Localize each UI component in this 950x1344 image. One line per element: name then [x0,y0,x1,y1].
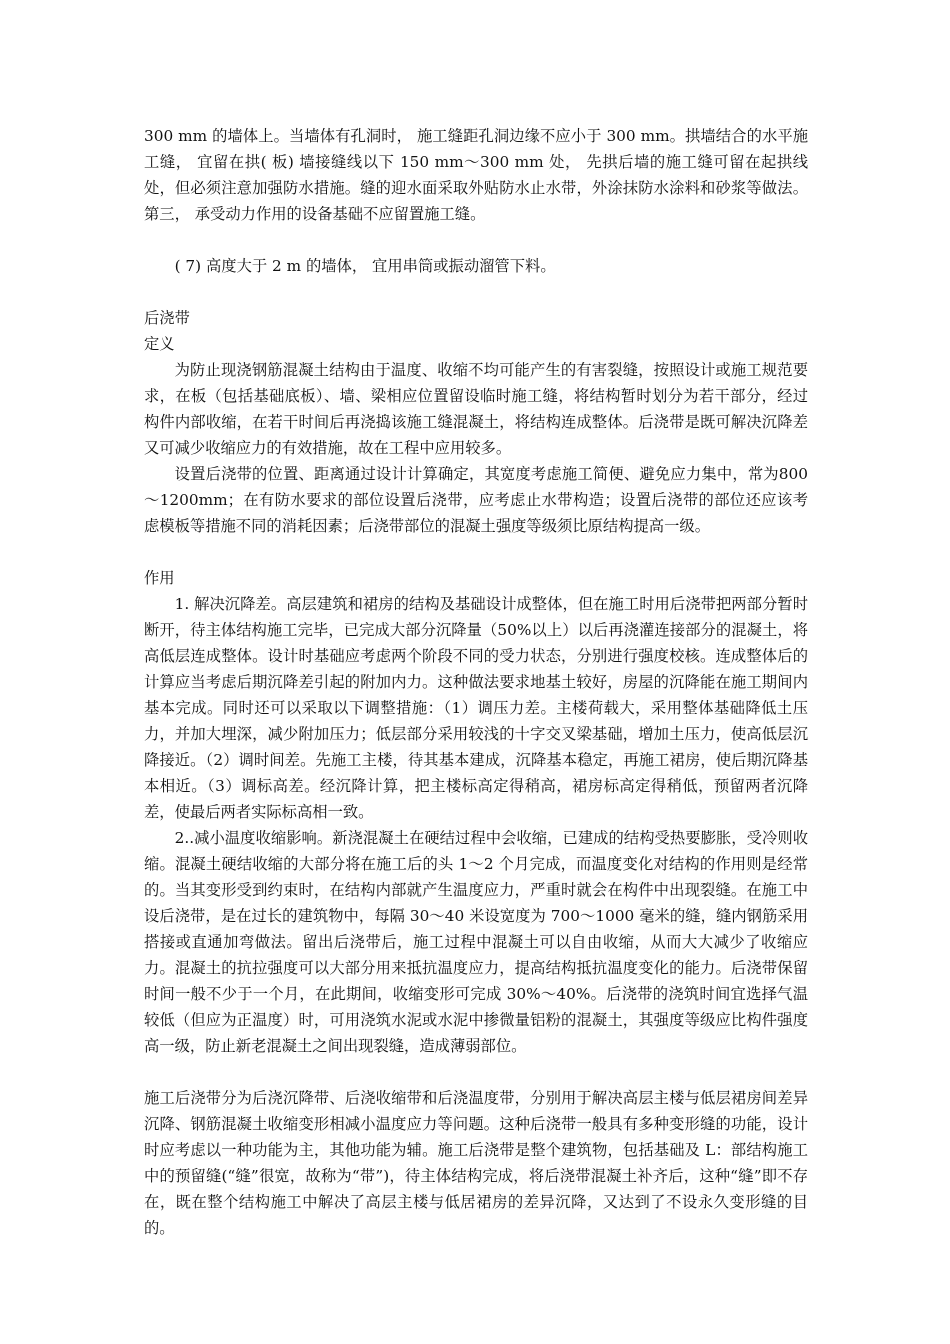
spacer [144,279,808,305]
spacer [144,539,808,565]
definition-paragraph-2: 设置后浇带的位置、距离通过设计计算确定，其宽度考虑施工简便、避免应力集中，常为800～1200mm；在有防水要求的部位设置后浇带，应考虑止水带构造；设置后浇带的部位还应该考虑模板等措施不同的消耗因素；后浇带部位的混凝土强度等级须比原结构提高一级。 [144,465,808,535]
closing-paragraph: 施工后浇带分为后浇沉降带、后浇收缩带和后浇温度带，分别用于解决高层主楼与低层裙房间差异沉降、钢筋混凝土收缩变形相减小温度应力等问题。这种后浇带一般具有多种变形缝的功能，设计时应考虑以一种功能为主，其他功能为辅。施工后浇带是整个建筑物，包括基础及 L：部结构施工中的预留缝(“缝”很宽，故称为“带”)，待主体结构完成，将后浇带混凝土补齐后，这种“缝”即不存在，既在整个结构施工中解决了高层主楼与低居裙房的差异沉降，又达到了不设永久变形缝的目的。 [144,1089,808,1237]
document-page [144,123,808,1241]
section-title: 后浇带 [144,309,190,327]
function-paragraph-2: 2..减小温度收缩影响。新浇混凝土在硬结过程中会收缩，已建成的结构受热要膨胀，受冷则收缩。混凝土硬结收缩的大部分将在施工后的头 1～2 个月完成，而温度变化对结构的作用则是经常的。当其变形受到约束时，在结构内部就产生温度应力，严重时就会在构件中出现裂缝。在施工中设后浇带，是在过长的建筑物中，每隔 30～40 米设宽度为 700～1000 毫米的缝，缝内钢筋采用搭接或直通加弯做法。留出后浇带后，施工过程中混凝土可以自由收缩，从而大大减少了收缩应力。混凝土的抗拉强度可以大部分用来抵抗温度应力，提高结构抵抗温度变化的能力。后浇带保留时间一般不少于一个月，在此期间，收缩变形可完成 30%～40%。后浇带的浇筑时间宜选择气温较低（但应为正温度）时，可用浇筑水泥或水泥中掺微量铝粉的混凝土，其强度等级应比构件强度高一级，防止新老混凝土之间出现裂缝，造成薄弱部位。 [144,829,808,1055]
spacer [144,1059,808,1085]
definition-paragraph-1: 为防止现浇钢筋混凝土结构由于温度、收缩不均可能产生的有害裂缝，按照设计或施工规范要求，在板（包括基础底板）、墙、梁相应位置留设临时施工缝，将结构暂时划分为若干部分，经过构件内部收缩，在若干时间后再浇捣该施工缝混凝土，将结构连成整体。后浇带是既可解决沉降差又可减少收缩应力的有效措施，故在工程中应用较多。 [144,361,808,457]
continuation-paragraph: 300 mm 的墙体上。当墙体有孔洞时， 施工缝距孔洞边缘不应小于 300 mm。拱墙结合的水平施工缝， 宜留在拱( 板) 墙接缝线以下 150 mm～300 mm 处， 先拱后墙的施工缝可留在起拱线处，但必须注意加强防水措施。缝的迎水面采取外贴防水止水带，外涂抹防水涂料和砂浆等做法。第三， 承受动力作用的设备基础不应留置施工缝。 [144,127,808,223]
definition-heading: 定义 [144,335,175,353]
function-heading: 作用 [144,569,175,587]
item-7-paragraph: ( 7) 高度大于 2 m 的墙体， 宜用串筒或振动溜管下料。 [174,257,556,275]
function-paragraph-1: 1. 解决沉降差。高层建筑和裙房的结构及基础设计成整体，但在施工时用后浇带把两部分暂时断开，待主体结构施工完毕，已完成大部分沉降量（50%以上）以后再浇灌连接部分的混凝土，将高低层连成整体。设计时基础应考虑两个阶段不同的受力状态，分别进行强度校核。连成整体后的计算应当考虑后期沉降差引起的附加内力。这种做法要求地基土较好，房屋的沉降能在施工期间内基本完成。同时还可以采取以下调整措施：（1）调压力差。主楼荷载大，采用整体基础降低土压力，并加大埋深，减少附加压力；低层部分采用较浅的十字交叉梁基础，增加土压力，使高低层沉降接近。（2）调时间差。先施工主楼，待其基本建成，沉降基本稳定，再施工裙房，使后期沉降基本相近。（3）调标高差。经沉降计算，把主楼标高定得稍高，裙房标高定得稍低，预留两者沉降差，使最后两者实际标高相一致。 [144,595,808,821]
